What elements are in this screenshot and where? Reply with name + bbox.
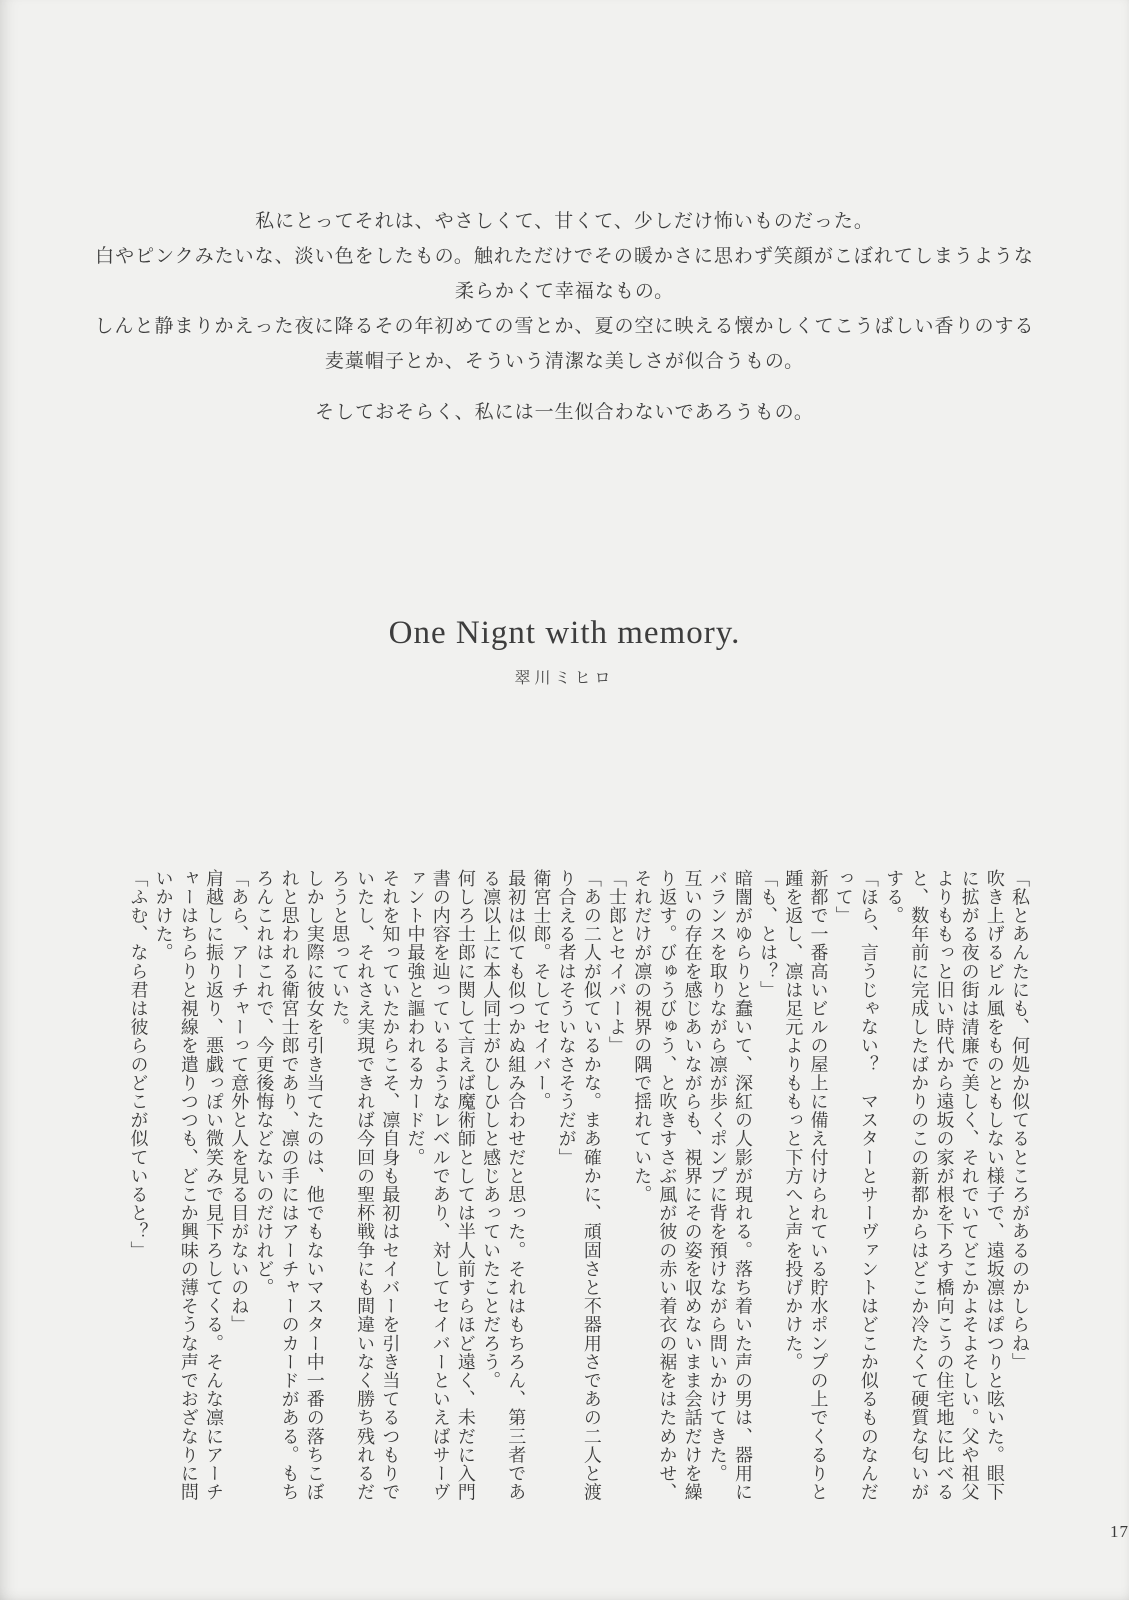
prologue-line: そしておそらく、私には一生似合わないであろうもの。 xyxy=(315,402,814,423)
story-paragraph: それを知っていたからこそ、凛自身も最初はセイバーを引き当てるつもりでいたし、それさえ実現できれば今回の聖杯戦争にも間違いなく勝ち残れるだろうと思っていた。 xyxy=(329,869,401,1502)
story-paragraph: 「私とあんたにも、何処か似てるところがあるのかしらね」 xyxy=(1010,869,1030,1372)
prologue-line: しんと静まりかえった夜に降るその年初めての雪とか、夏の空に映える懐かしくてこうばしい香りのする xyxy=(94,316,1035,337)
prologue-line: 私にとってそれは、やさしくて、甘くて、少しだけ怖いものだった。 xyxy=(255,211,874,232)
author-name: 翠川ミヒロ xyxy=(514,670,615,687)
story-body xyxy=(125,869,1032,1502)
story-paragraph: 「あら、アーチャーって意外と人を見る目がないのね」 xyxy=(229,869,250,1334)
story-paragraph: 吹き上げるビル風をものともしない様子で、遠坂凛はぽつりと呟いた。眼下に拡がる夜の街は清廉で美しく、それでいてどこかよそよそしい。父や祖父よりももっと旧い時代から遠坂の家が根を下ろす橋向こうの住宅地に比べると、数年前に完成したばかりのこの新都からはどこか冷たくて硬質な匂いがする。 xyxy=(884,869,1005,1502)
story-title: One Nignt with memory. xyxy=(388,615,741,651)
story-paragraph: 「士郎とセイバーよ」 xyxy=(607,869,627,1055)
story-paragraph: 「あの二人が似ているかな。まあ確かに、頑固さと不器用さであの二人と渡り合える者はそういなさそうだが」 xyxy=(556,869,602,1502)
story-paragraph: 肩越しに振り返り、悪戯っぽい微笑みで見下ろしてくる。そんな凛にアーチャーはちらりと視線を遣りつつも、どこか興味の薄そうな声でおざなりに問いかけた。 xyxy=(153,869,224,1502)
story-paragraph: 最初は似ても似つかぬ組み合わせだと思った。それはもちろん、第三者である凛以上に本人同士がひしひしと感じあっていたことだろう。 xyxy=(481,869,527,1502)
story-paragraph: 新都で一番高いビルの屋上に備え付けられている貯水ポンプの上でくるりと踵を返し、凛は足元よりももっと下方へと声を投げかけた。 xyxy=(783,869,829,1502)
heading-block xyxy=(0,615,1129,688)
story-paragraph: しかし実際に彼女を引き当てたのは、他でもないマスター中一番の落ちこぼれと思われる衛宮士郎であり、凛の手にはアーチャーのカードがある。もちろんこれはこれで、今更後悔などないのだけれど。 xyxy=(254,869,325,1502)
story-paragraph: 「ほら、言うじゃない？ マスターとサーヴァントはどこか似るものなんだって」 xyxy=(833,869,879,1502)
page-number: 17 xyxy=(1110,1522,1129,1541)
story-paragraph: 何しろ士郎に関して言えば魔術師としては半人前すらほど遠く、未だに入門書の内容を辿っているようなレベルであり、対してセイバーといえばサーヴァント中最強と謳われるカードだ。 xyxy=(405,869,476,1502)
prologue-line: 白やピンクみたいな、淡い色をしたもの。触れただけでその暖かさに思わず笑顔がこぼれてしまうような xyxy=(95,246,1034,267)
prologue-text xyxy=(0,204,1129,430)
story-paragraph: 衛宮士郎。そしてセイバー。 xyxy=(531,869,552,1111)
prologue-line: 麦藁帽子とか、そういう清潔な美しさが似合うもの。 xyxy=(324,351,805,372)
prologue-line: 柔らかくて幸福なもの。 xyxy=(454,281,675,302)
story-paragraph: 互いの存在を感じあいながらも、視界にその姿を収めないまま会話だけを繰り返す。びゅうびゅう、と吹きすさぶ風が彼の赤い着衣の裾をはためかせ、それだけが凛の視界の隅で揺れていた。 xyxy=(632,869,703,1502)
story-paragraph: 「も、とは？」 xyxy=(758,869,779,1000)
story-paragraph: 「ふむ、なら君は彼らのどこが似ていると？」 xyxy=(128,869,149,1260)
story-paragraph: 暗闇がゆらりと蠢いて、深紅の人影が現れる。落ち着いた声の男は、器用にバランスを取りながら凛が歩くポンプに背を預けながら問いかけてきた。 xyxy=(707,869,753,1502)
